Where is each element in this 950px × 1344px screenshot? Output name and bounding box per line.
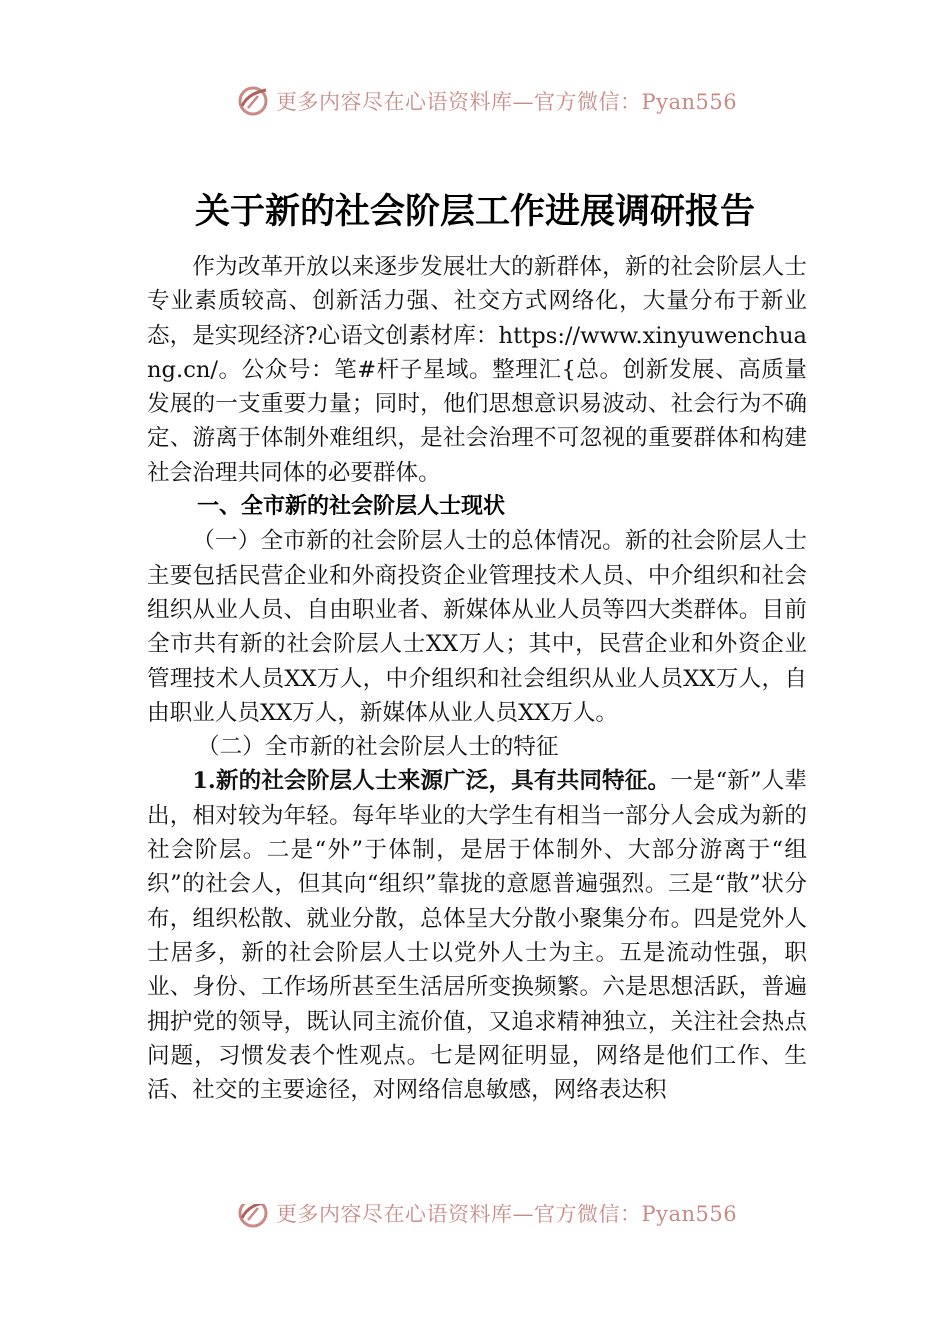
watermark-text: 更多内容尽在心语资料库—官方微信：Pyan556 [276, 1204, 738, 1226]
point-paragraph [147, 764, 807, 1107]
features-heading: （二）全市新的社会阶层人士的特征 [197, 734, 559, 761]
document-title: 关于新的社会阶层工作进展调研报告 [194, 191, 755, 232]
document-body [147, 250, 807, 1210]
overview-paragraph [147, 524, 807, 730]
point-body: 一是“新”人辈出，相对较为年轻。每年毕业的大学生有相当一部分人会成为新的社会阶层。二是“外”于体制，是居于体制外、大部分游离于“组织”的社会人，但其向“组织”靠拢的意愿普遍强烈。三是“散”状分布，组织松散、就业分散，总体呈大分散小聚集分布。四是党外人士居多，新的社会阶层人士以党外人士为主。五是流动性强，职业、身份、工作场所甚至生活居所变换频繁。六是思想活跃，普遍拥护党的领导，既认同主流价值，又追求精神独立，关注社会热点问题，习惯发表个性观点。七是网征明显，网络是他们工作、生活、社交的主要途径，对网络信息敏感，网络表达积 [147, 768, 807, 1104]
watermark-text: 更多内容尽在心语资料库—官方微信：Pyan556 [276, 90, 738, 114]
intro-paragraph: 作为改革开放以来逐步发展壮大的新群体，新的社会阶层人士专业素质较高、创新活力强、社交方式网络化，大量分布于新业态，是实现经济?心语文创素材库：https://www.xinyuwenchuang.cn/。公众号：笔#杆子星域。整理汇{总。创新发展、高质量发展的一支重要力量；同时，他们思想意识易波动、社会行为不确定、游离于体制外难组织，是社会治理不可忽视的重要群体和构建社会治理共同体的必要群体。 [147, 254, 807, 486]
overview-heading: （一）全市新的社会阶层人士的总体情况。 [192, 528, 625, 555]
point-lead: 1.新的社会阶层人士来源广泛，具有共同特征。 [192, 768, 671, 795]
overview-body: 新的社会阶层人士主要包括民营企业和外商投资企业管理技术人员、中介组织和社会组织从业人员、自由职业者、新媒体从业人员等四大类群体。目前全市共有新的社会阶层人士XX万人；其中，民营企业和外资企业管理技术人员XX万人，中介组织和社会组织从业人员XX万人，自由职业人员XX万人，新媒体从业人员XX万人。 [147, 528, 807, 726]
logo-icon [236, 1204, 270, 1230]
watermark-banner-top [0, 82, 950, 122]
logo-icon [236, 84, 270, 118]
section-heading: 一、全市新的社会阶层人士现状 [197, 494, 506, 520]
watermark-banner-bottom [0, 1204, 950, 1234]
